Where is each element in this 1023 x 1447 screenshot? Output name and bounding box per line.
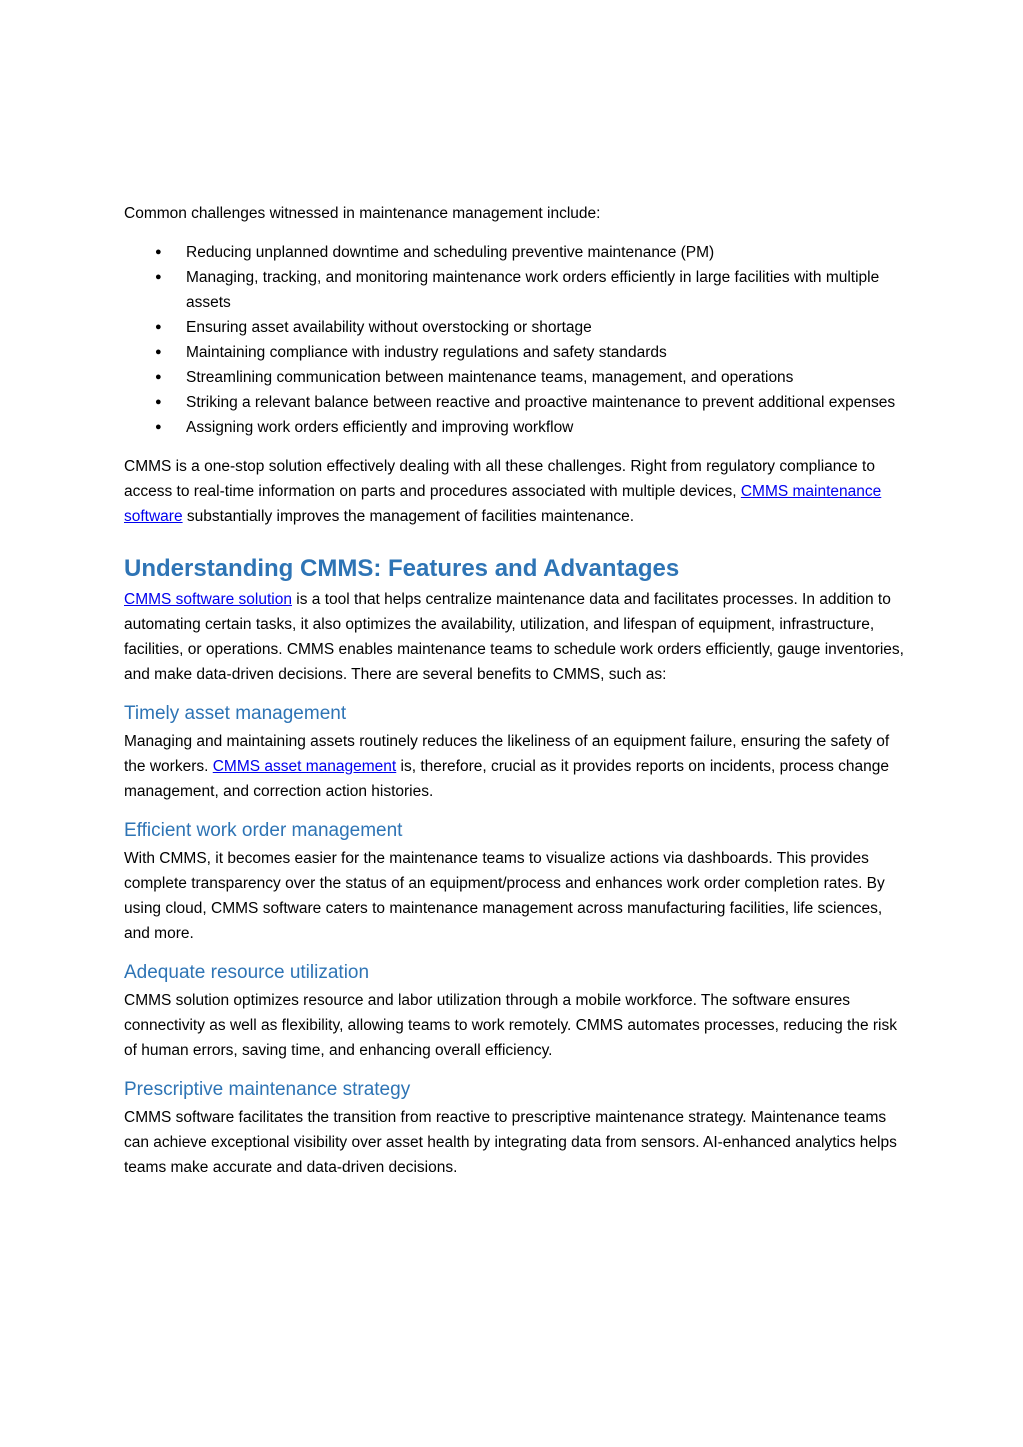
list-item: [124, 390, 904, 415]
asset-text-after: is, therefore, crucial as it provides reports on incidents, process change management, and correction action histories.: [124, 758, 890, 800]
prescriptive-maintenance-heading: Prescriptive maintenance strategy: [124, 1079, 411, 1100]
work-order-heading: Efficient work order management: [124, 820, 403, 841]
section-text: is a tool that helps centralize maintenance data and facilitates processes. In addition to automating certain tasks, it also optimizes the availability, utilization, and lifespan of equipment, infrastructure, facilities, or operations. CMMS enables maintenance teams to schedule work orders efficiently, gauge inventories, and make data-driven decisions. There are several benefits to CMMS, such as:: [124, 591, 904, 683]
bullet-icon: ●: [155, 371, 162, 383]
bullet-icon: ●: [155, 321, 162, 333]
list-item: [124, 240, 904, 265]
bullet-icon: ●: [155, 421, 162, 433]
section-heading: Understanding CMMS: Features and Advantages: [124, 555, 680, 582]
list-item: [124, 265, 904, 315]
resource-utilization-paragraph: CMMS solution optimizes resource and labor utilization through a mobile workforce. The software ensures connectivity as well as flexibility, allowing teams to work remotely. CMMS automates processes, reducing the risk of human errors, saving time, and enhancing overall efficiency.: [124, 992, 897, 1059]
asset-management-heading: Timely asset management: [124, 703, 347, 724]
bullet-icon: ●: [155, 396, 162, 408]
bullet-icon: ●: [155, 246, 162, 258]
list-item-text: Ensuring asset availability without overstocking or shortage: [186, 319, 592, 336]
bullet-icon: ●: [155, 271, 162, 283]
list-item-text: Assigning work orders efficiently and improving workflow: [186, 419, 574, 436]
challenges-intro: Common challenges witnessed in maintenance management include:: [124, 205, 601, 222]
list-item: [124, 365, 904, 390]
summary-paragraph: [124, 454, 904, 529]
prescriptive-maintenance-paragraph: CMMS software facilitates the transition from reactive to prescriptive maintenance strategy. Maintenance teams can achieve exceptional visibility over asset health by integrating data from sensors. AI-enhanced analytics helps teams make accurate and data-driven decisions.: [124, 1109, 897, 1176]
bullet-icon: ●: [155, 346, 162, 358]
section-paragraph: [124, 587, 904, 687]
list-item-text: Managing, tracking, and monitoring maintenance work orders efficiently in large facilities with multiple assets: [186, 269, 880, 311]
asset-management-paragraph: [124, 729, 904, 804]
summary-text-after: substantially improves the management of facilities maintenance.: [182, 508, 635, 525]
summary-text-before: CMMS is a one-stop solution effectively dealing with all these challenges. Right from regulatory compliance to access to real-time information on parts and procedures associated with multiple devices,: [124, 458, 875, 500]
list-item: [124, 415, 904, 440]
resource-utilization-heading: Adequate resource utilization: [124, 962, 370, 983]
cmms-asset-management-link[interactable]: CMMS asset management: [212, 758, 397, 775]
work-order-paragraph: With CMMS, it becomes easier for the maintenance teams to visualize actions via dashboards. This provides complete transparency over the status of an equipment/process and enhances work order completion rates. By using cloud, CMMS software caters to maintenance management across manufacturing facilities, life sciences, and more.: [124, 850, 885, 942]
asset-text-before: Managing and maintaining assets routinely reduces the likeliness of an equipment failure, ensuring the safety of the workers.: [124, 733, 890, 775]
cmms-software-solution-link[interactable]: CMMS software solution: [124, 591, 292, 608]
challenges-list: [124, 240, 904, 440]
list-item-text: Reducing unplanned downtime and scheduling preventive maintenance (PM): [186, 244, 715, 261]
list-item-text: Maintaining compliance with industry regulations and safety standards: [186, 344, 667, 361]
document-page: [124, 201, 904, 1180]
cmms-maintenance-software-link[interactable]: CMMS maintenance software: [124, 483, 882, 525]
list-item-text: Striking a relevant balance between reactive and proactive maintenance to prevent additional expenses: [186, 394, 896, 411]
list-item: [124, 315, 904, 340]
list-item: [124, 340, 904, 365]
list-item-text: Streamlining communication between maintenance teams, management, and operations: [186, 369, 794, 386]
